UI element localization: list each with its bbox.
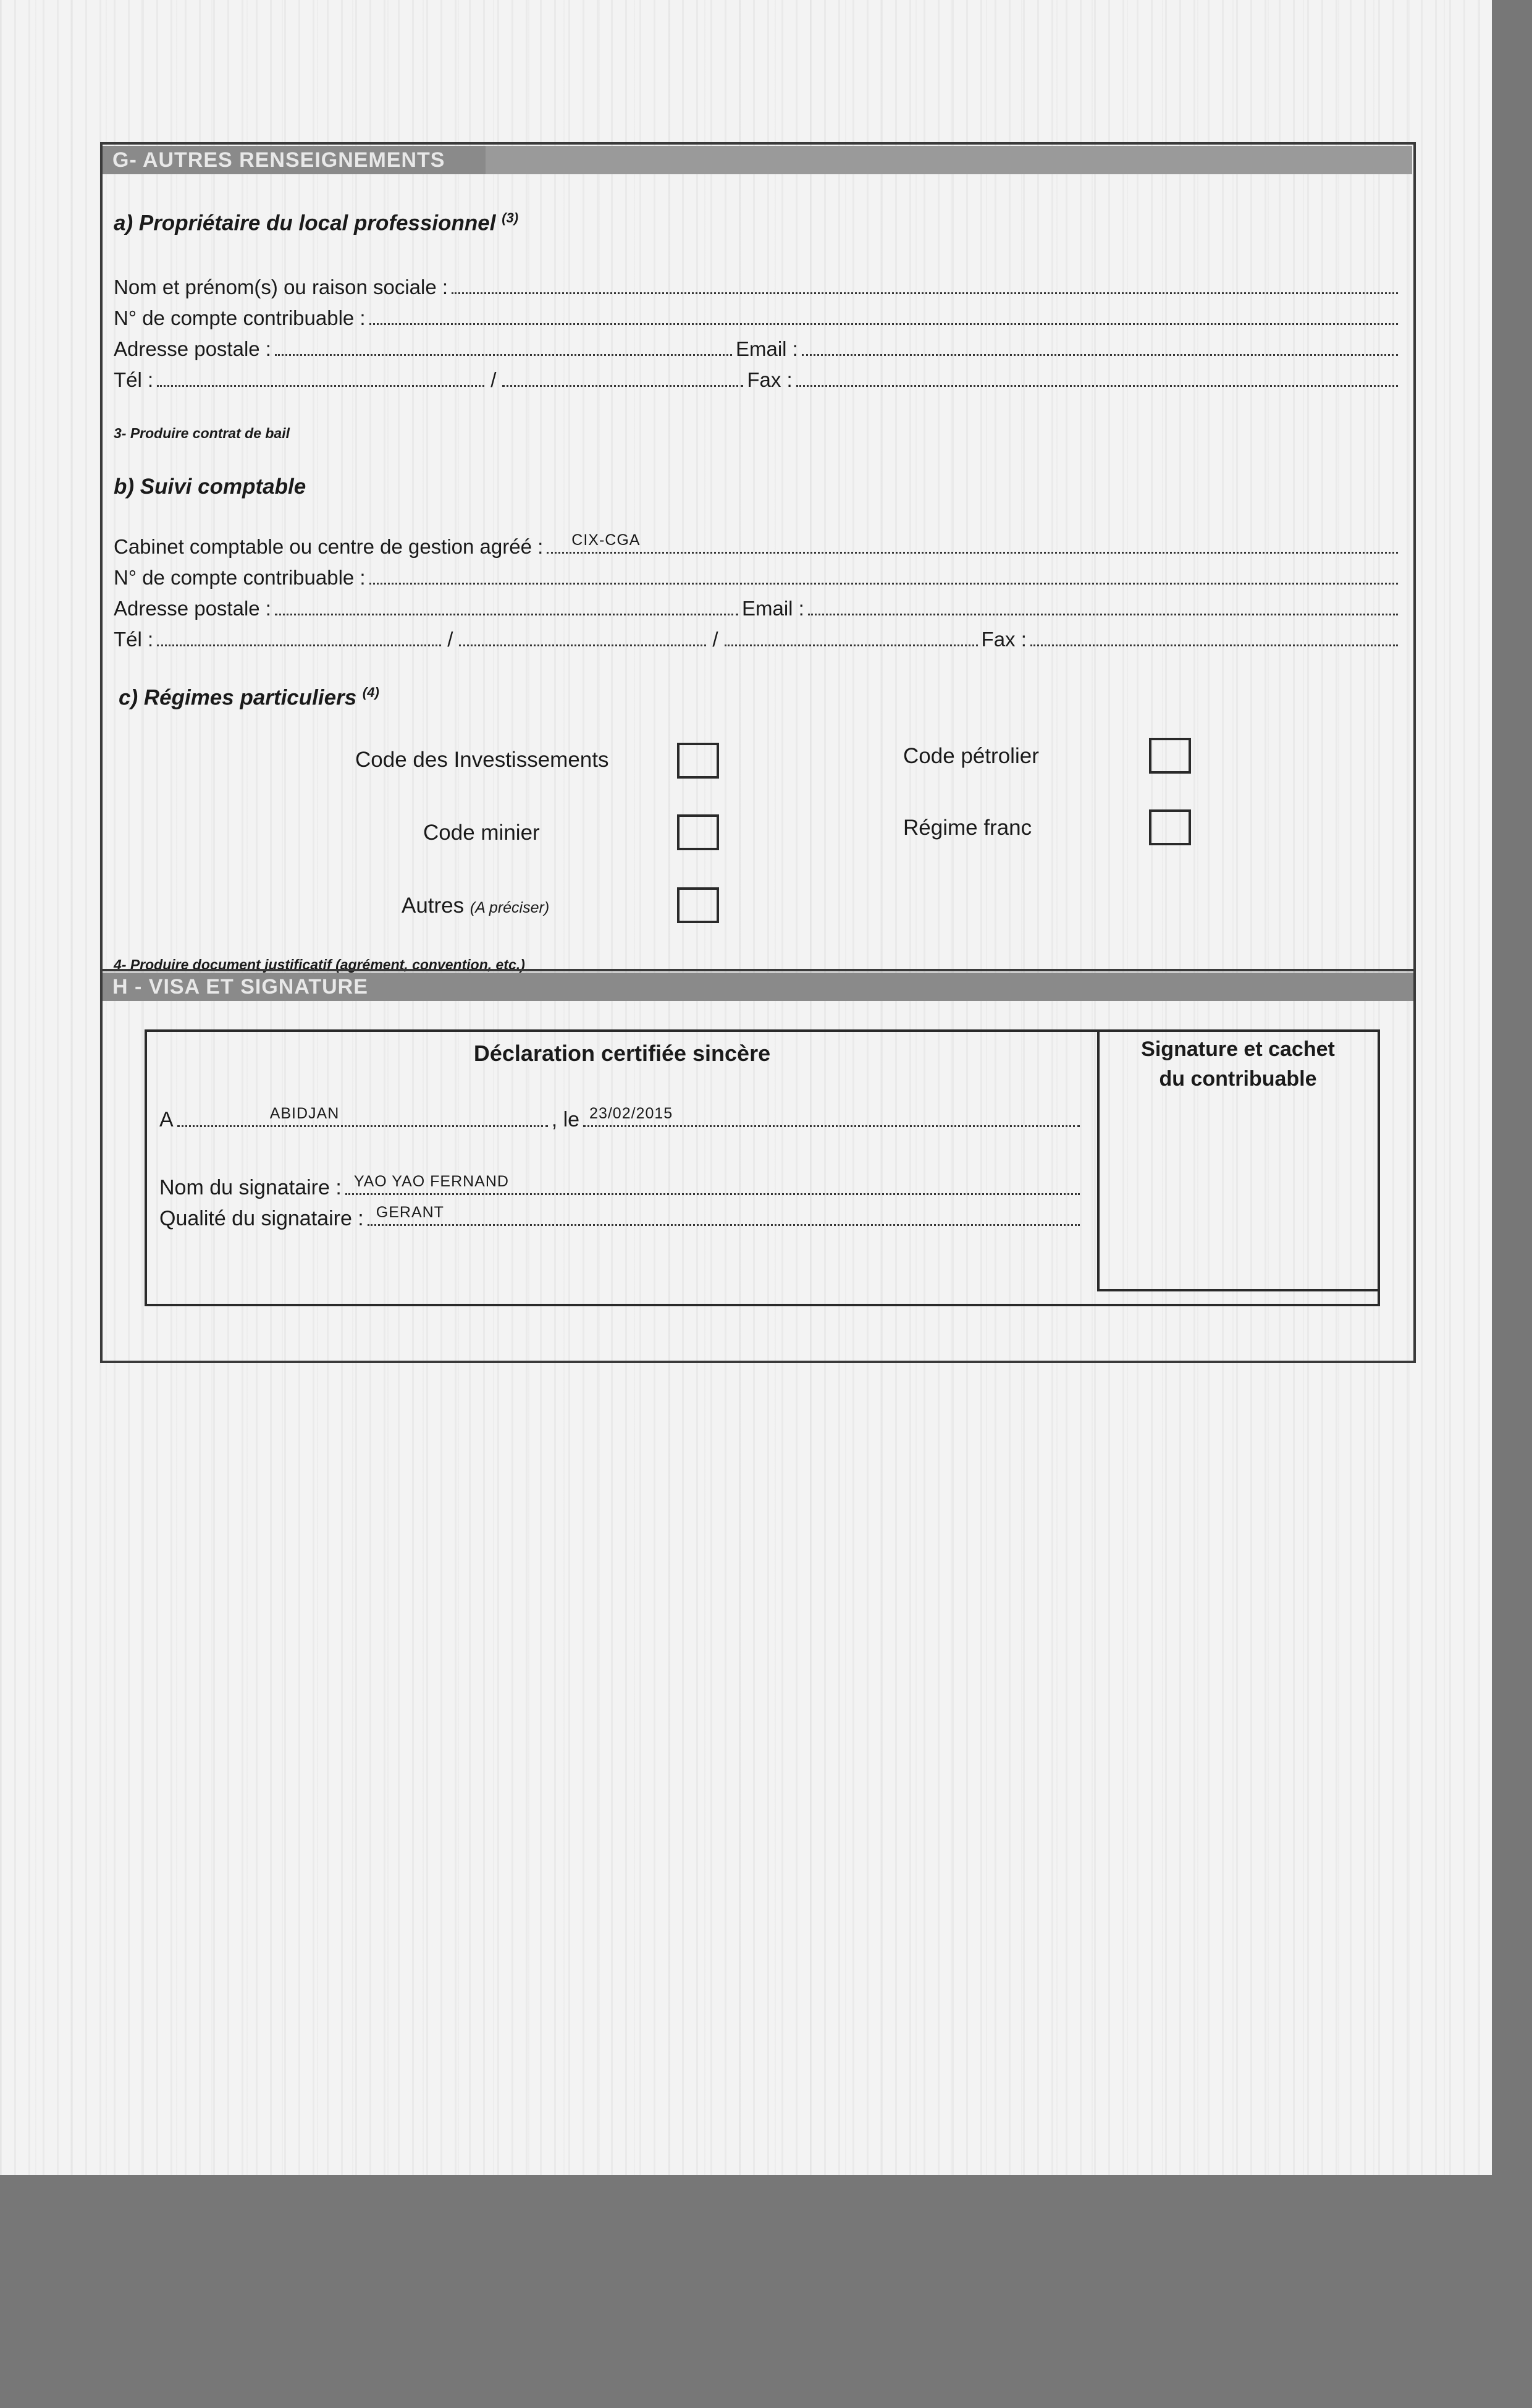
signatory-name-value: YAO YAO FERNAND [353, 1173, 509, 1190]
owner-address-label: Adresse postale : [114, 337, 271, 360]
code-minier-checkbox[interactable] [677, 814, 719, 850]
date-label: , le [551, 1108, 580, 1131]
visa-signature-bottom-line [1097, 1289, 1380, 1291]
owner-phone-field-1[interactable] [157, 373, 484, 387]
signature-title [1102, 1034, 1374, 1094]
declaration-title: Déclaration certifiée sincère [473, 1041, 771, 1066]
owner-phone-label: Tél : [114, 368, 154, 391]
code-minier-label: Code minier [423, 821, 540, 845]
owner-phone-row [114, 365, 1402, 392]
subsection-c-footnote-ref: (4) [362, 685, 379, 700]
accountant-row [114, 531, 1402, 559]
owner-fax-field[interactable] [796, 373, 1398, 387]
signature-title-line-1: Signature et cachet [1141, 1037, 1335, 1061]
accountant-fax-field[interactable] [1030, 632, 1398, 646]
accountant-address-label: Adresse postale : [114, 597, 271, 620]
owner-account-row [114, 303, 1402, 330]
accountant-address-row [114, 593, 1402, 620]
accountant-field[interactable] [547, 531, 1398, 554]
subsection-c-heading [119, 685, 379, 711]
owner-phone-field-2[interactable] [502, 373, 743, 387]
note-4: 4- Produire document justificatif (agrément, convention, etc.) [114, 957, 525, 973]
owner-name-label: Nom et prénom(s) ou raison sociale : [114, 276, 448, 298]
code-petrolier-label: Code pétrolier [903, 744, 1039, 768]
code-investissements-checkbox[interactable] [677, 743, 719, 779]
regime-franc-label: Régime franc [903, 816, 1032, 840]
owner-email-field[interactable] [802, 342, 1398, 356]
subsection-b-heading: b) Suivi comptable [114, 475, 306, 499]
section-h-title: H - VISA ET SIGNATURE [103, 973, 1413, 1001]
accountant-phone-separator-2: / [712, 628, 718, 651]
accountant-account-label: N° de compte contribuable : [114, 566, 366, 589]
accountant-account-row [114, 562, 1402, 589]
accountant-phone-field-1[interactable] [157, 632, 441, 646]
accountant-email-label: Email : [741, 597, 804, 620]
accountant-phone-field-2[interactable] [459, 632, 706, 646]
owner-account-field[interactable] [369, 311, 1398, 325]
code-petrolier-checkbox[interactable] [1149, 738, 1191, 774]
owner-name-field[interactable] [452, 280, 1398, 294]
signatory-quality-label: Qualité du signataire : [159, 1207, 364, 1230]
accountant-phone-label: Tél : [114, 628, 154, 651]
accountant-phone-field-3[interactable] [725, 632, 978, 646]
accountant-email-field[interactable] [808, 601, 1398, 615]
signatory-name-field[interactable] [345, 1173, 1080, 1195]
section-g-title-bar [486, 146, 1412, 174]
autres-checkbox[interactable] [677, 887, 719, 923]
date-value: 23/02/2015 [589, 1105, 673, 1122]
signature-title-line-2: du contribuable [1159, 1067, 1317, 1091]
place-label: A [159, 1108, 174, 1131]
subsection-a-heading [114, 210, 518, 236]
place-field[interactable] [177, 1105, 548, 1127]
signatory-quality-row [159, 1202, 1084, 1231]
owner-fax-label: Fax : [747, 368, 793, 391]
signatory-quality-field[interactable] [368, 1204, 1080, 1226]
accountant-phone-row [114, 624, 1402, 651]
accountant-label: Cabinet comptable ou centre de gestion agréé : [114, 535, 544, 558]
owner-name-row [114, 272, 1402, 299]
regime-franc-checkbox[interactable] [1149, 809, 1191, 845]
signatory-name-label: Nom du signataire : [159, 1176, 342, 1199]
owner-address-row [114, 334, 1402, 361]
phone-separator: / [490, 368, 497, 391]
autres-label-text: Autres [402, 893, 465, 918]
accountant-account-field[interactable] [369, 570, 1398, 585]
autres-label [402, 893, 549, 918]
accountant-phone-separator-1: / [447, 628, 453, 651]
signatory-quality-value: GERANT [376, 1204, 444, 1221]
section-g-title: G- AUTRES RENSEIGNEMENTS [103, 146, 486, 174]
owner-email-label: Email : [735, 337, 798, 360]
owner-account-label: N° de compte contribuable : [114, 306, 366, 329]
place-date-row [159, 1104, 1084, 1132]
subsection-c-heading-text: c) Régimes particuliers [119, 685, 357, 710]
place-value: ABIDJAN [269, 1105, 340, 1122]
code-investissements-label: Code des Investissements [355, 748, 609, 772]
accountant-value: CIX-CGA [571, 531, 641, 549]
note-3: 3- Produire contrat de bail [114, 425, 290, 441]
owner-address-field[interactable] [275, 342, 732, 356]
autres-note: (A préciser) [469, 899, 550, 916]
accountant-address-field[interactable] [275, 601, 738, 615]
subsection-a-heading-text: a) Propriétaire du local professionnel [114, 211, 496, 235]
date-field[interactable] [583, 1105, 1080, 1127]
visa-divider [1097, 1029, 1100, 1291]
accountant-fax-label: Fax : [981, 628, 1027, 651]
subsection-a-footnote-ref: (3) [502, 210, 519, 226]
signatory-name-row [159, 1172, 1084, 1200]
